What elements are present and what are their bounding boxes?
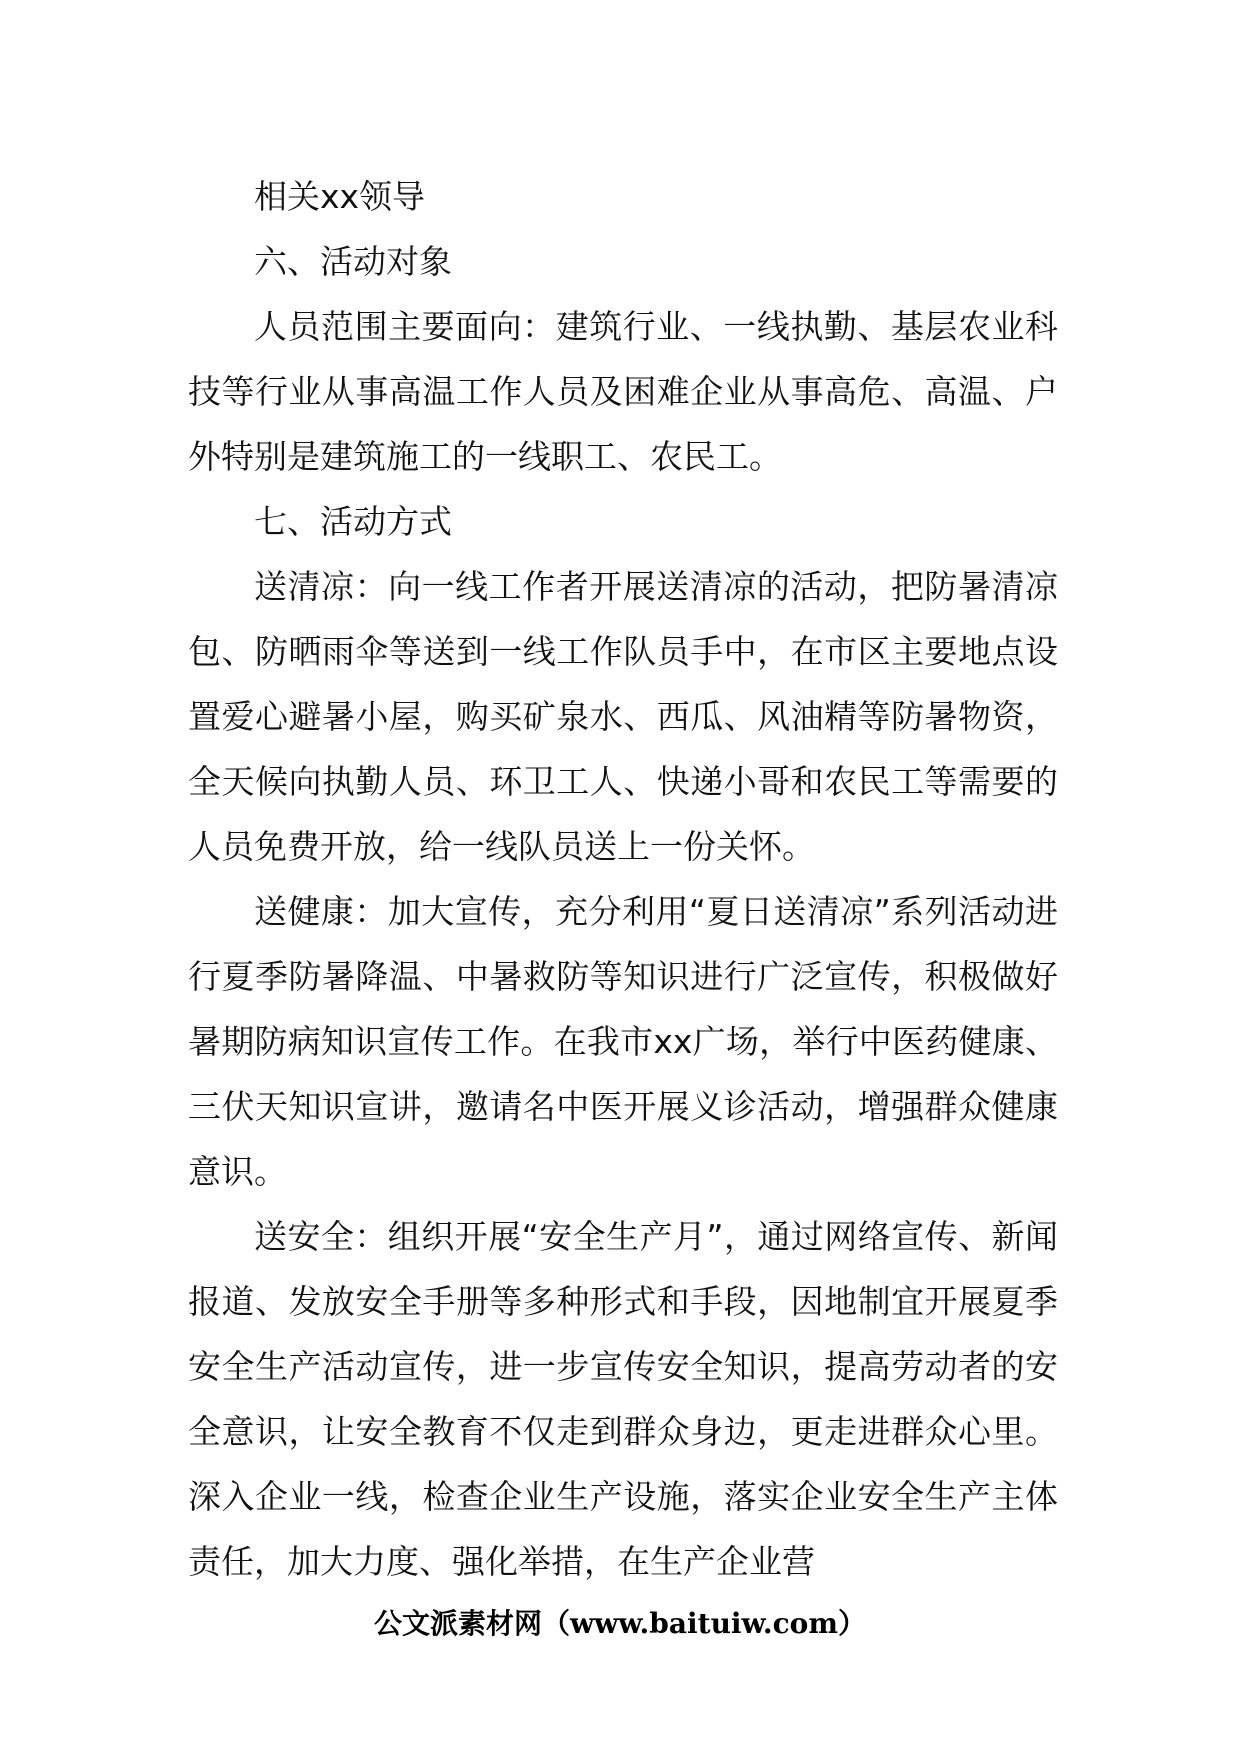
document-body <box>188 164 1058 1594</box>
heading-activity-target: 六、活动对象 <box>254 242 452 281</box>
footer-watermark: 公文派素材网（www.baituiw.com） <box>374 1607 866 1640</box>
paragraph-send-coolness: 送清凉：向一线工作者开展送清凉的活动，把防暑清凉包、防晒雨伞等送到一线工作队员手中，在市区主要地点设置爱心避暑小屋，购买矿泉水、西瓜、风油精等防暑物资，全天候向执勤人员、环卫工人、快递小哥和农民工等需要的人员免费开放，给一线队员送上一份关怀。 <box>188 567 1058 866</box>
paragraph-send-safety: 送安全：组织开展“安全生产月”，通过网络宣传、新闻报道、发放安全手册等多种形式和手段，因地制宜开展夏季安全生产活动宣传，进一步宣传安全知识，提高劳动者的安全意识，让安全教育不仅走到群众身边，更走进群众心里。深入企业一线，检查企业生产设施，落实企业安全生产主体责任，加大力度、强化举措，在生产企业营 <box>188 1217 1058 1581</box>
paragraph-related-leaders: 相关xx领导 <box>254 177 426 216</box>
paragraph-send-health: 送健康：加大宣传，充分利用“夏日送清凉”系列活动进行夏季防暑降温、中暑救防等知识进行广泛宣传，积极做好暑期防病知识宣传工作。在我市xx广场，举行中医药健康、三伏天知识宣讲，邀请名中医开展义诊活动，增强群众健康意识。 <box>188 892 1058 1191</box>
heading-activity-method: 七、活动方式 <box>254 502 452 541</box>
paragraph-target-scope: 人员范围主要面向：建筑行业、一线执勤、基层农业科技等行业从事高温工作人员及困难企业从事高危、高温、户外特别是建筑施工的一线职工、农民工。 <box>188 307 1058 476</box>
